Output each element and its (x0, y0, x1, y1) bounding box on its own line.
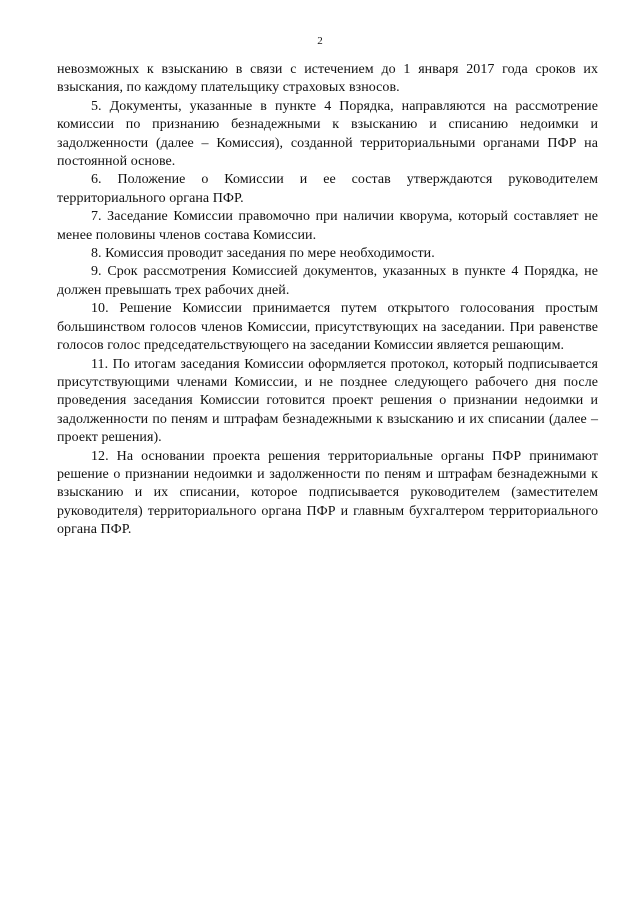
paragraph-item-6: 6. Положение о Комиссии и ее состав утверждаются руководителем территориального органа ПФР. (57, 172, 598, 206)
paragraph-item-9: 9. Срок рассмотрения Комиссией документов, указанных в пункте 4 Порядка, не должен превышать трех рабочих дней. (57, 264, 598, 298)
paragraph-item-8: 8. Комиссия проводит заседания по мере необходимости. (91, 246, 435, 262)
paragraph-item-11: 11. По итогам заседания Комиссии оформляется протокол, который подписывается присутствующими членами Комиссии, и не позднее следующего рабочего дня после проведения заседания Комиссии готовится проект решения о признании недоимки и задолженности по пеням и штрафам безнадежными к взысканию и их списании (далее – проект решения). (57, 356, 598, 446)
page-number: 2 (317, 35, 323, 47)
paragraph-item-7: 7. Заседание Комиссии правомочно при наличии кворума, который составляет не менее половины членов состава Комиссии. (57, 209, 598, 243)
document-body (57, 61, 598, 540)
paragraph-item-10: 10. Решение Комиссии принимается путем открытого голосования простым большинством голосов членов Комиссии, присутствующих на заседании. При равенстве голосов голос председательствующего на заседании Комиссии является решающим. (57, 301, 598, 354)
paragraph-item-12: 12. На основании проекта решения территориальные органы ПФР принимают решение о признании недоимки и задолженности по пеням и штрафам безнадежными к взысканию и их списании, которое подписывается руководителем (заместителем руководителя) территориального органа ПФР и главным бухгалтером территориального органа ПФР. (57, 448, 598, 538)
paragraph-item-5: 5. Документы, указанные в пункте 4 Порядка, направляются на рассмотрение комиссии по признанию безнадежными к взысканию и списанию недоимки и задолженности (далее – Комиссия), созданной территориальными органами ПФР на постоянной основе. (57, 98, 598, 170)
paragraph-continuation: невозможных к взысканию в связи с истечением до 1 января 2017 года сроков их взыскания, по каждому плательщику страховых взносов. (57, 62, 598, 96)
